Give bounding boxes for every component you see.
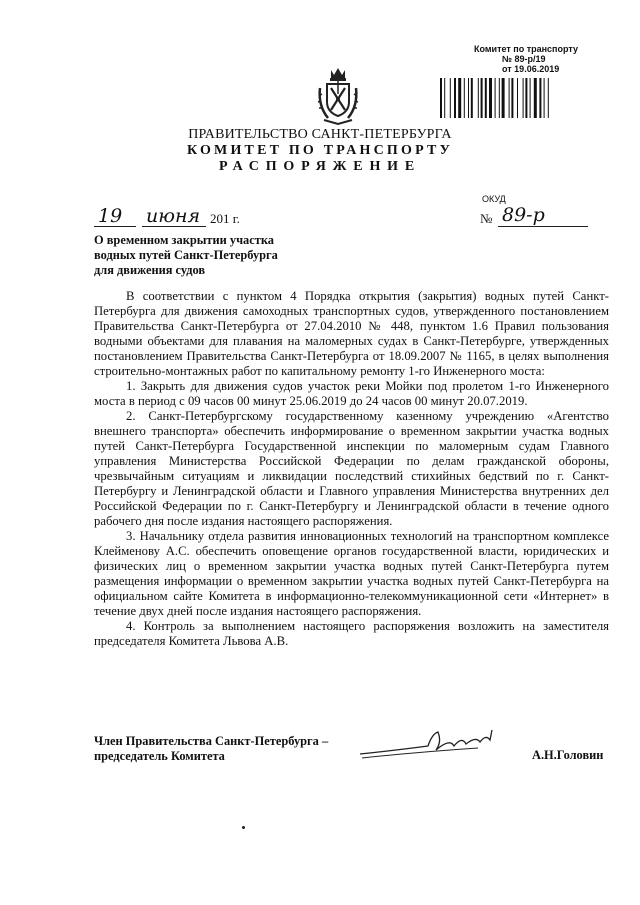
government-title: ПРАВИТЕЛЬСТВО САНКТ-ПЕТЕРБУРГА — [188, 127, 452, 142]
item-4: 4. Контроль за выполнением настоящего распоряжения возложить на заместителя председателя Комитета Львова А.В. — [94, 619, 609, 648]
signatory-title-line: Член Правительства Санкт-Петербурга – — [94, 734, 329, 748]
subject-line: водных путей Санкт-Петербурга — [94, 248, 278, 262]
barcode-bar — [511, 78, 513, 118]
barcode-bar — [471, 78, 473, 118]
date-day: 19 — [98, 205, 123, 227]
barcode-bar — [440, 78, 442, 118]
item-2: 2. Санкт-Петербургскому государственному казенному учреждению «Агентство внешнего транспорта» обеспечить информирование о временном закрытии участка водных путей Санкт-Петербурга Государственной инспекции по маломерным судам Главного управления Министерства Российской Федерации по делам гражданской обороны, чрезвычайным ситуациям и ликвидации последствий стихийных бедствий по г. Санкт-Петербургу и Ленинградской области и Главного управления Министерства внутренних дел Российской Федерации по г. Санкт-Петербургу и Ленинградской области в течение одного рабочего дня после издания настоящего распоряжения. — [94, 409, 609, 528]
document-date — [94, 207, 284, 229]
barcode-bar — [517, 78, 518, 118]
stamp-committee: Комитет по транспорту — [474, 44, 579, 54]
committee-title: КОМИТЕТ ПО ТРАНСПОРТУ — [186, 143, 454, 158]
barcode-bar — [539, 78, 541, 118]
barcode-bar — [450, 78, 451, 118]
signatory-title-line: председатель Комитета — [94, 749, 225, 763]
subject-line: О временном закрытии участка — [94, 233, 274, 247]
item-1: 1. Закрыть для движения судов участок реки Мойки под пролетом 1-го Инженерного моста в период с 09 часов 00 минут 25.06.2019 до 24 часов 00 минут 20.07.2019. — [94, 379, 609, 408]
document-body — [94, 289, 609, 649]
barcode-bar — [495, 78, 496, 118]
subject-line: для движения судов — [94, 263, 206, 277]
document-type: РАСПОРЯЖЕНИЕ — [219, 159, 421, 174]
barcode-bar — [502, 78, 505, 118]
okud-label: ОКУД — [482, 194, 506, 204]
barcode-bar — [444, 78, 445, 118]
document-subject — [94, 233, 324, 278]
barcode-bar — [523, 78, 524, 118]
stray-mark — [242, 826, 245, 829]
coat-of-arms-icon — [316, 66, 360, 126]
barcode-bar — [458, 78, 461, 118]
number-value: 89-р — [502, 204, 545, 226]
stamp-date: от 19.06.2019 — [502, 64, 560, 74]
handwritten-signature — [358, 728, 508, 764]
date-month: июня — [146, 205, 201, 227]
barcode-bar — [544, 78, 545, 118]
barcode-bar — [548, 78, 549, 118]
barcode-bar — [489, 78, 492, 118]
barcode-bar — [468, 78, 469, 118]
barcode-bar — [509, 78, 510, 118]
barcode-bar — [534, 78, 537, 118]
intro-paragraph: В соответствии с пунктом 4 Порядка открытия (закрытия) водных путей Санкт-Петербурга для движения самоходных транспортных судов, утвержденного постановлением Правительства Санкт-Петербурга от 27.04.2010 № 448, пунктом 1.6 Правил пользования водными объектами для плавания на маломерных судах в Санкт-Петербурге, утвержденных постановлением Правительства Санкт-Петербурга от 18.09.2007 № 1165, в целях выполнения строительно-монтажных работ по капитальному ремонту 1-го Инженерного моста: — [94, 289, 609, 378]
item-3: 3. Начальнику отдела развития инновационных технологий на транспортном комплексе Клейменову А.С. обеспечить оповещение органов государственной власти, юридических и физических лиц о временном закрытии участка водных путей Санкт-Петербурга путем размещения информации о временном закрытии участка водных путей Санкт-Петербурга на официальном сайте Комитета в информационно-телекоммуникационной сети «Интернет» в течение двух дней после издания настоящего распоряжения. — [94, 529, 609, 618]
barcode-bar — [485, 78, 487, 118]
barcode-icon — [440, 78, 585, 118]
barcode-bar — [464, 78, 465, 118]
barcode-bar — [525, 78, 527, 118]
barcode-bar — [481, 78, 483, 118]
barcode-bar — [454, 78, 456, 118]
signatory-name: А.Н.Головин — [532, 748, 604, 762]
document-number — [478, 204, 588, 229]
stamp-number: № 89-р/19 — [502, 54, 546, 64]
number-sign: № — [480, 211, 493, 226]
date-year: 201 г. — [210, 211, 240, 226]
barcode-bar — [478, 78, 479, 118]
signatory-title — [94, 734, 328, 764]
barcode-bar — [499, 78, 500, 118]
barcode-bar — [530, 78, 531, 118]
